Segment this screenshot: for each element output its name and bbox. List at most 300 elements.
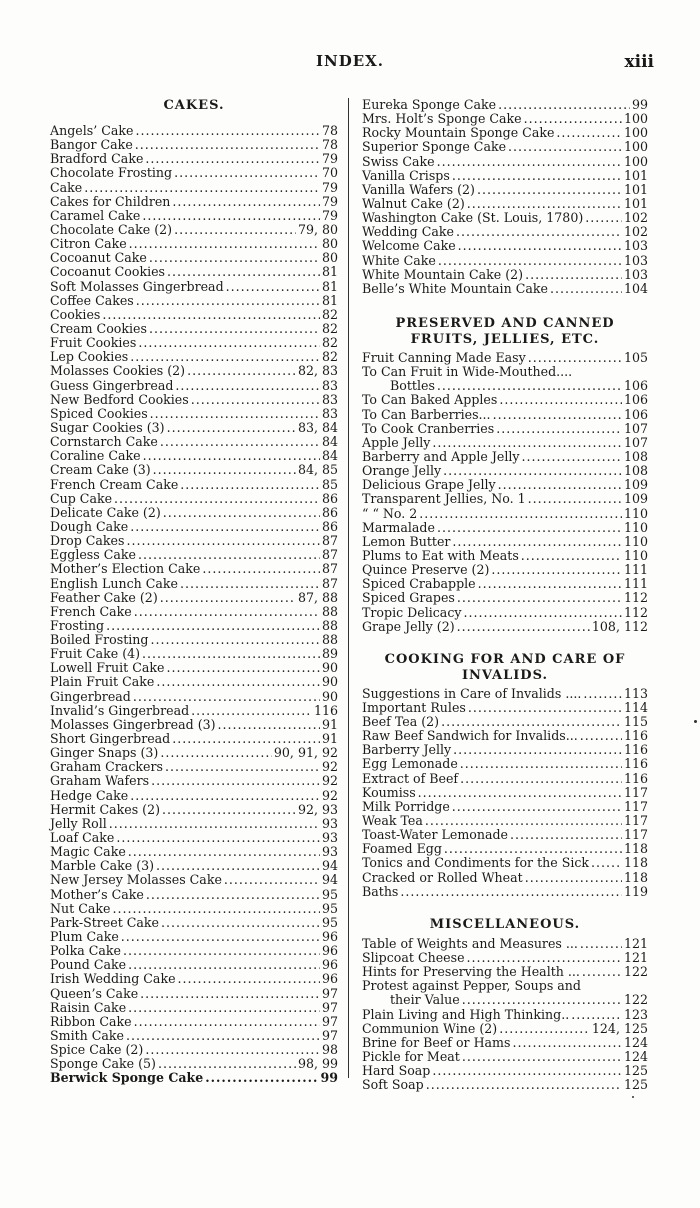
entry-name: Hedge Cake: [50, 787, 129, 803]
leader-dots: [160, 591, 296, 605]
index-entry: [50, 166, 338, 180]
entry-name: Delicious Grape Jelly: [362, 477, 496, 493]
entry-name: Fruit Cake (4): [50, 646, 141, 662]
index-entry: [362, 436, 648, 450]
entry-page: 97: [321, 1013, 338, 1029]
entry-page: 83: [321, 405, 338, 421]
leader-dots: [161, 916, 320, 930]
entry-name: Coraline Cake: [50, 448, 141, 464]
entry-page: 87: [321, 533, 338, 549]
leader-dots: [460, 757, 622, 771]
leader-dots: [167, 421, 296, 435]
index-entry: [362, 1064, 648, 1078]
entry-page: 82: [321, 349, 338, 365]
leader-dots: [178, 972, 320, 986]
index-entry: [50, 873, 338, 887]
entry-name: Lowell Fruit Cake: [50, 660, 165, 676]
entry-name: Washington Cake (St. Louis, 1780): [362, 210, 584, 226]
entry-page: 79: [321, 193, 338, 209]
misc-list: [362, 937, 648, 1093]
leader-dots: [580, 937, 622, 951]
column-divider: [348, 98, 349, 1078]
entry-name: English Lunch Cake: [50, 575, 178, 591]
entry-name: Berwick Sponge Cake: [50, 1070, 204, 1086]
index-entry: [50, 152, 338, 166]
entry-page: 116: [313, 702, 338, 718]
leader-dots: [133, 690, 320, 704]
page-title: INDEX.: [315, 52, 385, 70]
index-entry: [50, 181, 338, 195]
index-entry: [362, 422, 648, 436]
cooking-list: [362, 687, 648, 899]
section-heading-cooking-line2: INVALIDS.: [461, 667, 549, 683]
entry-page: 95: [321, 914, 338, 930]
index-entry: [50, 803, 338, 817]
index-entry: [50, 364, 338, 378]
index-entry: [362, 828, 648, 842]
leader-dots: [437, 379, 622, 393]
entry-name: Angels’ Cake: [50, 123, 134, 138]
leader-dots: [218, 718, 320, 732]
entry-page: 84, 85: [297, 462, 338, 478]
entry-name: Hints for Preserving the Health ...: [362, 964, 580, 980]
index-entry: [50, 789, 338, 803]
index-entry: [50, 463, 338, 477]
entry-page: 123: [623, 1006, 648, 1022]
entry-page: 117: [623, 827, 648, 843]
leader-dots: [452, 800, 622, 814]
leader-dots: [457, 620, 590, 634]
entry-page: 92: [321, 759, 338, 775]
entry-name: Ribbon Cake: [50, 1013, 132, 1029]
index-entry: [362, 393, 648, 407]
index-entry: [362, 937, 648, 951]
entry-page: 79: [321, 207, 338, 223]
entry-name: “ “ No. 2: [362, 505, 418, 521]
entry-name: Fruit Cookies: [50, 335, 137, 351]
index-entry: [50, 930, 338, 944]
index-entry: [50, 704, 338, 718]
index-entry: [50, 195, 338, 209]
index-entry: [50, 562, 338, 576]
index-entry: [50, 987, 338, 1001]
entry-page: 103: [623, 238, 648, 254]
entry-name: Sponge Cake (5): [50, 1056, 156, 1072]
index-entry: [362, 225, 648, 239]
index-entry: [362, 842, 648, 856]
leader-dots: [138, 336, 320, 350]
entry-name: Marble Cake (3): [50, 858, 155, 874]
index-entry: [50, 1029, 338, 1043]
index-entry: [362, 507, 648, 521]
leader-dots: [571, 1008, 622, 1022]
index-entry: [362, 492, 648, 506]
index-entry: [362, 351, 648, 365]
index-entry: [362, 772, 648, 786]
index-entry: [362, 450, 648, 464]
index-entry: [50, 916, 338, 930]
entry-page: 110: [623, 519, 648, 535]
entry-page: 118: [623, 869, 648, 885]
leader-dots: [496, 422, 622, 436]
index-entry: [362, 464, 648, 478]
entry-page: 100: [623, 111, 648, 127]
index-entry: [362, 715, 648, 729]
leader-dots: [136, 294, 320, 308]
entry-page: 102: [623, 210, 648, 226]
entry-page: 96: [321, 943, 338, 959]
leader-dots: [477, 183, 622, 197]
entry-name: Spice Cake (2): [50, 1042, 144, 1058]
entry-page: 103: [623, 266, 648, 282]
entry-name: Cream Cookies: [50, 320, 147, 336]
leader-dots: [591, 856, 622, 870]
entry-page: 97: [321, 985, 338, 1001]
print-speck: [694, 720, 697, 723]
leader-dots: [525, 268, 622, 282]
index-entry: [50, 958, 338, 972]
leader-dots: [556, 126, 622, 140]
entry-page: 113: [623, 685, 648, 701]
entry-name: Pound Cake: [50, 957, 127, 973]
entry-name: Mother’s Cake: [50, 886, 144, 902]
entry-page: 91: [321, 731, 338, 747]
index-entry: [362, 871, 648, 885]
entry-page: 97: [321, 999, 338, 1015]
leader-dots: [498, 478, 622, 492]
entry-name: Ginger Snaps (3): [50, 745, 159, 761]
entry-name: Bradford Cake: [50, 151, 144, 167]
entry-name: Graham Crackers: [50, 759, 163, 775]
entry-name: Cocoanut Cookies: [50, 264, 166, 280]
entry-name: Table of Weights and Measures ...: [362, 935, 578, 951]
leader-dots: [175, 379, 320, 393]
index-entry: [362, 885, 648, 899]
entry-name: Plain Living and High Thinking..: [362, 1006, 570, 1022]
entry-page: 100: [623, 153, 648, 169]
leader-dots: [135, 138, 320, 152]
entry-page: 82: [321, 306, 338, 322]
leader-dots: [498, 98, 630, 112]
index-entry: [50, 1001, 338, 1015]
index-entry: [362, 365, 648, 379]
entry-name: Frosting: [50, 617, 105, 633]
entry-name: Soft Soap: [362, 1077, 424, 1093]
leader-dots: [149, 251, 320, 265]
leader-dots: [158, 1057, 296, 1071]
leader-dots: [202, 562, 320, 576]
index-entry: [362, 140, 648, 154]
leader-dots: [128, 958, 320, 972]
entry-name: Brine for Beef or Hams: [362, 1034, 511, 1050]
entry-name: Tropic Delicacy: [362, 604, 462, 620]
index-entry: [362, 563, 648, 577]
index-entry: [50, 633, 338, 647]
index-entry: [50, 322, 338, 336]
entry-name: Weak Tea: [362, 813, 423, 829]
index-entry: [50, 435, 338, 449]
entry-page: 103: [623, 252, 648, 268]
index-entry: [50, 817, 338, 831]
entry-page: 100: [623, 125, 648, 141]
entry-page: 84: [321, 434, 338, 450]
entry-name: Molasses Gingerbread (3): [50, 716, 216, 732]
entry-name: Cookies: [50, 306, 101, 322]
entry-name: Barberry Jelly: [362, 742, 452, 758]
entry-page: 98: [321, 1042, 338, 1058]
entry-name: Baths: [362, 883, 399, 899]
index-entry: [362, 993, 648, 1007]
leader-dots: [145, 152, 320, 166]
leader-dots: [116, 831, 320, 845]
entry-name: Mother’s Election Cake: [50, 561, 201, 577]
page-number: xiii: [624, 52, 654, 72]
leader-dots: [156, 859, 320, 873]
entry-page: 78: [321, 137, 338, 153]
index-entry: [50, 845, 338, 859]
entry-name: French Cream Cake: [50, 476, 179, 492]
index-entry: [50, 675, 338, 689]
entry-name: Slipcoat Cheese: [362, 950, 465, 966]
entry-name: Cup Cake: [50, 490, 113, 506]
index-entry: [362, 1078, 648, 1092]
index-entry: [362, 591, 648, 605]
entry-page: 86: [321, 490, 338, 506]
leader-dots: [468, 701, 622, 715]
index-entry: [50, 647, 338, 661]
entry-page: 83: [321, 377, 338, 393]
entry-name: Plums to Eat with Meats: [362, 547, 519, 563]
entry-page: 105: [623, 349, 648, 365]
entry-name: Bangor Cake: [50, 137, 133, 153]
entry-page: 87: [321, 561, 338, 577]
index-entry: [362, 98, 648, 112]
leader-dots: [499, 1022, 590, 1036]
leader-dots: [205, 1071, 318, 1085]
leader-dots: [467, 197, 622, 211]
entry-page: 114: [623, 699, 648, 715]
leader-dots: [143, 449, 320, 463]
entry-name: Important Rules: [362, 699, 466, 715]
leader-dots: [456, 225, 622, 239]
preserved-list: [362, 351, 648, 634]
section-heading-preserved-line1: PRESERVED AND CANNED: [395, 315, 615, 331]
index-entry: [362, 535, 648, 549]
index-entry: [362, 1008, 648, 1022]
entry-name: Chocolate Cake (2): [50, 221, 173, 237]
entry-page: 100: [623, 139, 648, 155]
leader-dots: [126, 1029, 320, 1043]
leader-dots: [149, 322, 320, 336]
entry-name: Cornstarch Cake: [50, 434, 158, 450]
entry-page: 88: [321, 603, 338, 619]
leader-dots: [583, 687, 622, 701]
index-entry: [50, 294, 338, 308]
entry-name: Coffee Cakes: [50, 292, 134, 308]
entry-page: 87: [321, 575, 338, 591]
index-entry: [50, 534, 338, 548]
entry-name: Citron Cake: [50, 236, 127, 252]
leader-dots: [452, 169, 622, 183]
leader-dots: [525, 871, 622, 885]
entry-name: Egg Lemonade: [362, 756, 458, 772]
leader-dots: [438, 254, 622, 268]
index-entry: [362, 254, 648, 268]
entry-page: 82, 83: [297, 363, 338, 379]
leader-dots: [130, 789, 320, 803]
index-entry: [362, 757, 648, 771]
entry-name: Caramel Cake: [50, 207, 141, 223]
entry-name: Plum Cake: [50, 929, 119, 945]
entry-name: Orange Jelly: [362, 463, 442, 479]
index-entry: [362, 965, 648, 979]
leader-dots: [453, 743, 622, 757]
entry-page: 118: [623, 841, 648, 857]
index-entry: [362, 549, 648, 563]
entry-page: 94: [321, 872, 338, 888]
entry-name: Cocoanut Cake: [50, 250, 147, 266]
leader-dots: [167, 265, 320, 279]
leader-dots: [437, 155, 622, 169]
entry-page: 89: [321, 646, 338, 662]
entry-name: Nut Cake: [50, 900, 111, 916]
index-entry: [50, 407, 338, 421]
entry-name: their Value: [390, 992, 460, 1008]
entry-page: 108, 112: [591, 618, 648, 634]
index-entry: [50, 280, 338, 294]
entry-page: 106: [623, 378, 648, 394]
entry-page: 121: [623, 935, 648, 951]
leader-dots: [160, 435, 320, 449]
entry-name: Guess Gingerbread: [50, 377, 174, 393]
entry-name: Communion Wine (2): [362, 1020, 498, 1036]
index-entry: [50, 478, 338, 492]
leader-dots: [452, 535, 622, 549]
entry-page: 115: [623, 714, 648, 730]
index-entry: [362, 701, 648, 715]
leader-dots: [510, 828, 622, 842]
entry-name: Extract of Beef: [362, 770, 459, 786]
entry-name: Swiss Cake: [362, 153, 435, 169]
entry-page: 124: [623, 1034, 648, 1050]
index-entry: [50, 308, 338, 322]
index-entry: [362, 856, 648, 870]
index-entry: [50, 1015, 338, 1029]
index-entry: [50, 605, 338, 619]
entry-page: 96: [321, 929, 338, 945]
entry-page: 70: [321, 165, 338, 181]
leader-dots: [134, 1015, 320, 1029]
entry-page: 92: [321, 773, 338, 789]
leader-dots: [156, 675, 320, 689]
entry-page: 83: [321, 391, 338, 407]
leader-dots: [191, 704, 312, 718]
entry-page: 117: [623, 813, 648, 829]
entry-page: 101: [623, 181, 648, 197]
leader-dots: [109, 817, 320, 831]
entry-name: Park-Street Cake: [50, 914, 160, 930]
entry-name: Toast-Water Lemonade: [362, 827, 508, 843]
leader-dots: [226, 280, 320, 294]
leader-dots: [130, 350, 320, 364]
entry-name: Suggestions in Care of Invalids ....: [362, 685, 582, 701]
entry-page: 82: [321, 320, 338, 336]
entry-name: Beef Tea (2): [362, 714, 440, 730]
index-entry: [50, 223, 338, 237]
leader-dots: [121, 930, 320, 944]
entry-page: 116: [623, 756, 648, 772]
leader-dots: [458, 239, 622, 253]
entry-name: Loaf Cake: [50, 830, 115, 846]
entry-page: 101: [623, 167, 648, 183]
entry-name: Pickle for Meat: [362, 1049, 460, 1065]
leader-dots: [522, 450, 622, 464]
index-entry: [50, 1071, 338, 1085]
index-entry: [50, 944, 338, 958]
entry-name: To Cook Cranberries: [362, 420, 495, 436]
entry-name: Plain Fruit Cake: [50, 674, 155, 690]
leader-dots: [491, 563, 622, 577]
index-entry: [50, 831, 338, 845]
index-entry: [362, 282, 648, 296]
entry-page: 86: [321, 504, 338, 520]
entry-name: Quince Preserve (2): [362, 562, 490, 578]
leader-dots: [112, 902, 320, 916]
leader-dots: [128, 845, 320, 859]
section-heading-preserved-line2: FRUITS, JELLIES, ETC.: [410, 331, 600, 347]
leader-dots: [457, 591, 622, 605]
index-entry: [50, 449, 338, 463]
entry-page: 81: [321, 264, 338, 280]
entry-name: Short Gingerbread: [50, 731, 171, 747]
leader-dots: [106, 619, 320, 633]
entry-page: 92, 93: [297, 801, 338, 817]
entry-name: Graham Wafers: [50, 773, 150, 789]
entry-page: 108: [623, 448, 648, 464]
index-entry: [50, 577, 338, 591]
index-entry: [50, 124, 338, 138]
leader-dots: [528, 492, 622, 506]
index-entry: [362, 951, 648, 965]
index-entry: [50, 690, 338, 704]
print-speck: [632, 1096, 634, 1098]
leader-dots: [550, 282, 622, 296]
leader-dots: [444, 842, 622, 856]
right-column: [362, 98, 648, 1092]
index-entry: [50, 718, 338, 732]
entry-name: Walnut Cake (2): [362, 195, 465, 211]
index-entry: [362, 379, 648, 393]
entry-page: 110: [623, 533, 648, 549]
entry-name: Foamed Egg: [362, 841, 442, 857]
entry-page: 79: [321, 151, 338, 167]
leader-dots: [123, 944, 320, 958]
index-entry: [50, 237, 338, 251]
entry-page: 78: [321, 123, 338, 138]
index-entry: [50, 548, 338, 562]
leader-dots: [463, 606, 621, 620]
entry-name: Welcome Cake: [362, 238, 456, 254]
entry-name: Polka Cake: [50, 943, 121, 959]
leader-dots: [162, 803, 296, 817]
index-entry: [50, 393, 338, 407]
entry-page: 79: [321, 179, 338, 195]
entry-name: Cracked or Rolled Wheat: [362, 869, 523, 885]
entry-page: 94: [321, 858, 338, 874]
leader-dots: [180, 478, 320, 492]
entry-page: 122: [623, 964, 648, 980]
leader-dots: [153, 463, 296, 477]
